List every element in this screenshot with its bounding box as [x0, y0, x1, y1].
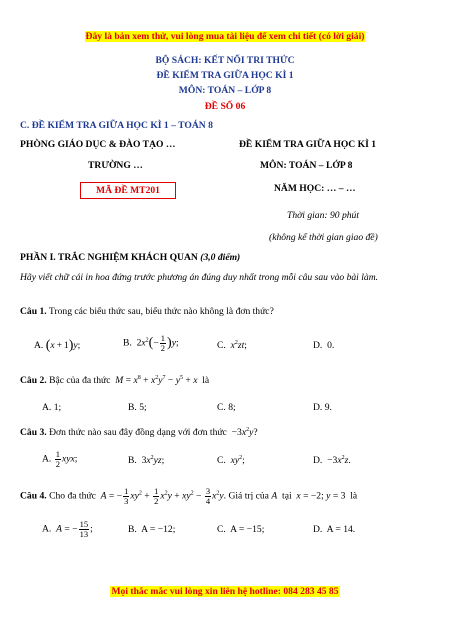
question-1: Câu 1. Trong các biểu thức sau, biểu thức nào không là đơn thức?: [20, 306, 274, 317]
q4-option-b[interactable]: B. A = −12;: [128, 524, 176, 535]
q3-option-c[interactable]: C. $xy^2$;: [217, 455, 245, 466]
q4-option-a[interactable]: A. A = − $\frac{15}{13}$ ;: [42, 519, 93, 539]
q3-option-d[interactable]: D. $-3x^2z$.: [313, 455, 351, 466]
q1-option-b[interactable]: B. $2x^2(-$ $\frac{1}{2}$ )y;: [123, 333, 179, 353]
preview-banner: Đây là bản xem thử, vui lòng mua tài liệu để xem chi tiết (có lời giải): [85, 31, 365, 42]
q2-option-c[interactable]: C. 8;: [217, 402, 236, 413]
question-2: Câu 2. Bậc của đa thức $M = x^8 + x^2y^7 - y^5 + x$ là: [20, 375, 210, 386]
q3-option-b[interactable]: B. $3x^2yz$;: [128, 455, 165, 466]
right-exam-title: ĐỀ KIỂM TRA GIỮA HỌC KÌ 1: [239, 139, 376, 150]
time-limit: Thời gian: 90 phút: [287, 210, 360, 221]
q3-option-a[interactable]: A. $\frac{1}{2}$ xyx;: [42, 449, 78, 469]
exam-code-box: MÃ ĐỀ MT201: [80, 182, 176, 199]
q1-option-c[interactable]: C. $x^2zt$;: [217, 340, 247, 351]
part1-instruction: Hãy viết chữ cái in hoa đứng trước phương án đúng duy nhất trong mỗi câu sau vào bài làm.: [20, 272, 379, 283]
q2-option-b[interactable]: B. 5;: [128, 402, 147, 413]
book-series: BỘ SÁCH: KẾT NỐI TRI THỨC: [155, 55, 295, 66]
part1-heading: PHẦN I. TRẮC NGHIỆM KHÁCH QUAN (3,0 điểm): [20, 252, 241, 263]
q1-option-a[interactable]: A. (x + 1)y;: [34, 338, 81, 353]
q4-option-d[interactable]: D. A = 14.: [313, 524, 356, 535]
subject-title: MÔN: TOÁN – LỚP 8: [178, 85, 272, 96]
right-subject: MÔN: TOÁN – LỚP 8: [260, 160, 353, 171]
school-year: NĂM HỌC: … – …: [274, 183, 356, 194]
question-3: Câu 3. Đơn thức nào sau đây đồng dạng với đơn thức $-3x^2y$?: [20, 427, 258, 438]
q1-option-d[interactable]: D. 0.: [313, 340, 335, 351]
school: TRƯỜNG …: [88, 160, 143, 171]
exam-title: ĐỀ KIỂM TRA GIỮA HỌC KÌ 1: [156, 70, 294, 81]
q2-option-d[interactable]: D. 9.: [313, 402, 332, 413]
section-c-heading: C. ĐỀ KIỂM TRA GIỮA HỌC KÌ 1 – TOÁN 8: [20, 120, 213, 131]
q4-option-c[interactable]: C. A = −15;: [217, 524, 265, 535]
q2-option-a[interactable]: A. 1;: [42, 402, 62, 413]
exam-number: ĐỀ SỐ 06: [204, 101, 246, 112]
hotline-banner: Mọi thắc mắc vui lòng xin liên hệ hotline: 084 283 45 85: [111, 586, 339, 597]
time-note: (không kể thời gian giao đề): [269, 232, 378, 243]
question-4: Câu 4. Cho đa thức A = − $\frac{1}{3}$ $xy^2$ + $\frac{1}{2}$ $x^2y + xy^2$ − $\frac{3}{4}$ $x^2y$. Giá trị của A tại x = −2; y = 3 là: [20, 486, 358, 506]
department: PHÒNG GIÁO DỤC & ĐÀO TẠO …: [20, 139, 176, 150]
